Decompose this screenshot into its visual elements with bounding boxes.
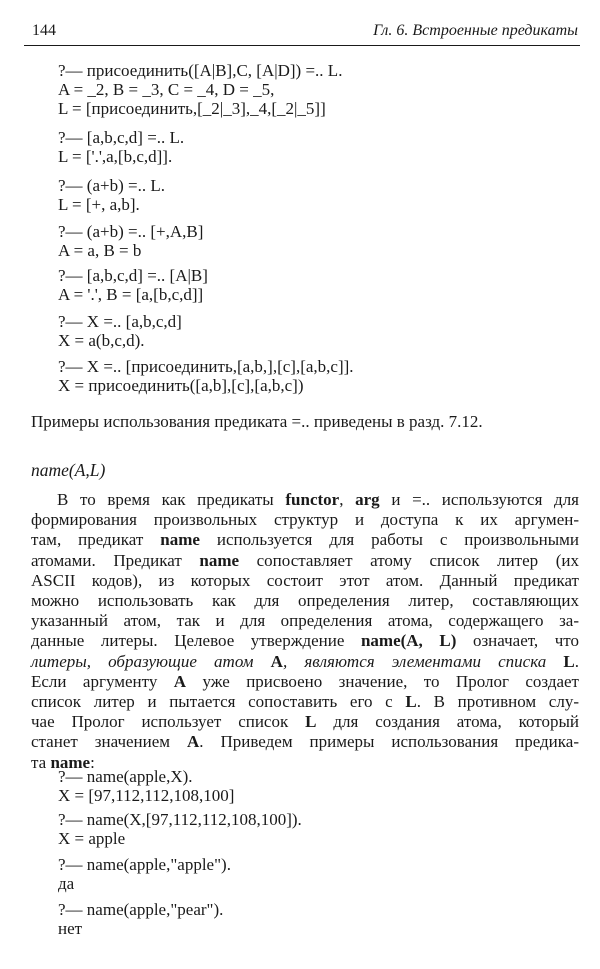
section-heading: name(A,L) [31, 460, 106, 480]
code-line: ?— присоединить([A|B],C, [A|D]) =.. L. [58, 61, 343, 80]
running-title: Гл. 6. Встроенные предикаты [373, 22, 578, 39]
name-example-4 [58, 900, 223, 938]
paragraph-line: атомами. Предикат name сопоставляет атому список литер (их [31, 550, 579, 570]
paragraph-line: список литер и пытается сопоставить его с L. В противном слу- [31, 692, 579, 712]
name-example-3 [58, 855, 231, 893]
paragraph-line: данные литеры. Целевое утверждение name(A, L) означает, что [31, 631, 579, 651]
code-line: X = apple [58, 829, 126, 848]
code-line: да [58, 874, 75, 893]
page-number: 144 [32, 22, 56, 39]
code-line: A = _2, B = _3, C = _4, D = _5, [58, 80, 275, 99]
code-line: X = a(b,c,d). [58, 331, 145, 350]
code-line: X = [97,112,112,108,100] [58, 786, 235, 805]
paragraph-line: та name: [31, 752, 95, 772]
header-rule [24, 45, 580, 46]
code-line: нет [58, 919, 83, 938]
code-line: ?— (a+b) =.. L. [58, 176, 165, 195]
paragraph-line: В то время как предикаты functor, arg и =.. используются для [57, 490, 580, 509]
code-line: X = присоединить([a,b],[c],[a,b,c]) [58, 376, 304, 395]
code-line: ?— name(X,[97,112,112,108,100]). [58, 810, 302, 829]
code-line: ?— name(apple,X). [58, 767, 193, 786]
paragraph-line: литеры, образующие атом A, являются элементами списка L. [31, 651, 579, 671]
paragraph-line: чае Пролог использует список L для создания атома, который [31, 712, 579, 732]
code-line: ?— (a+b) =.. [+,A,B] [58, 222, 204, 241]
body-paragraph [31, 490, 579, 773]
code-example-2 [58, 128, 184, 166]
paragraph-line: ASCII кодов), из которых состоит этот атом. Данный предикат [31, 570, 579, 590]
name-example-1 [58, 767, 234, 805]
page-header [24, 22, 578, 44]
name-example-2 [58, 810, 302, 848]
code-line: ?— name(apple,"pear"). [58, 900, 224, 919]
code-line: ?— name(apple,"apple"). [58, 855, 231, 874]
paragraph-line: формирования произвольных структур и доступа к их аргумен- [31, 510, 579, 530]
code-example-4 [58, 222, 203, 260]
code-example-5 [58, 266, 208, 304]
code-example-1 [58, 61, 342, 118]
paragraph-line: можно использовать как для определения литер, составляющих [31, 591, 579, 611]
code-line: L = ['.',a,[b,c,d]]. [58, 147, 173, 166]
paragraph-line: указанный атом, так и для определения атома, содержащего за- [31, 611, 579, 631]
paragraph-line: Если аргументу A уже присвоено значение, то Пролог создает [31, 671, 579, 691]
code-example-7 [58, 357, 354, 395]
code-line: A = a, B = b [58, 241, 142, 260]
code-line: L = [+, a,b]. [58, 195, 140, 214]
code-example-6 [58, 312, 182, 350]
code-line: A = '.', B = [a,[b,c,d]] [58, 285, 204, 304]
code-line: ?— X =.. [присоединить,[a,b,],[c],[a,b,c]]. [58, 357, 354, 376]
paragraph-line: станет значением A. Приведем примеры использования предика- [31, 732, 579, 752]
code-line: ?— X =.. [a,b,c,d] [58, 312, 182, 331]
code-line: L = [присоединить,[_2|_3],_4,[_2|_5]] [58, 99, 326, 118]
code-line: ?— [a,b,c,d] =.. [A|B] [58, 266, 208, 285]
code-line: ?— [a,b,c,d] =.. L. [58, 128, 185, 147]
paragraph-line: там, предикат name используется для работы с произвольными [31, 530, 579, 550]
examples-note: Примеры использования предиката =.. приведены в разд. 7.12. [31, 412, 483, 431]
code-example-3 [58, 176, 165, 214]
